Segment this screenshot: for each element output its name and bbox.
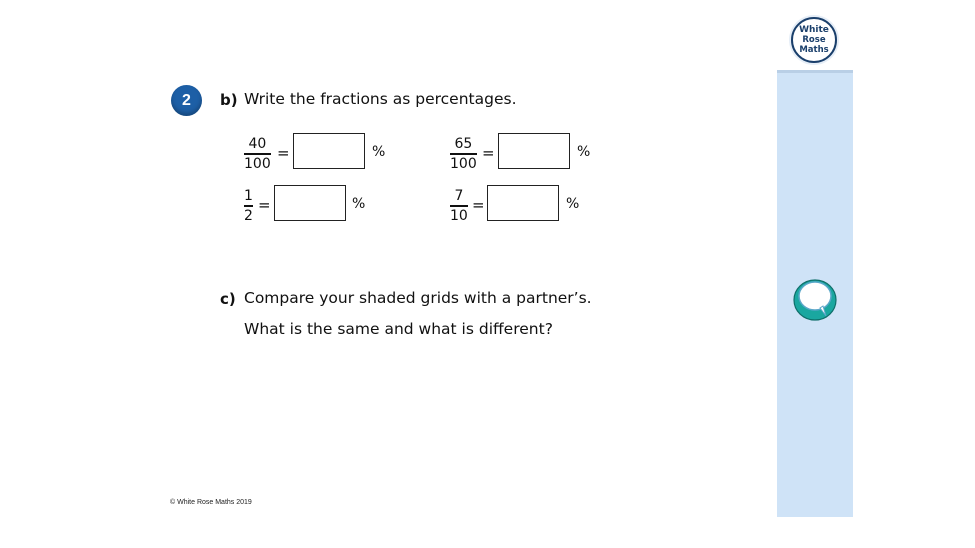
answer-box-2[interactable] [498, 133, 570, 169]
speech-bubble-icon [792, 276, 838, 326]
percent-sign: % [577, 144, 591, 160]
fraction-bar [244, 205, 253, 207]
equals-sign: = [258, 196, 271, 214]
denominator: 10 [450, 207, 468, 224]
equals-sign: = [482, 144, 495, 162]
copyright-footer: © White Rose Maths 2019 [170, 499, 252, 506]
equals-sign: = [277, 144, 290, 162]
numerator: 40 [248, 136, 267, 152]
numerator: 7 [454, 188, 464, 204]
fraction-1-2 [244, 188, 253, 224]
logo-line-1: White [799, 25, 829, 35]
denominator: 100 [244, 155, 271, 172]
fraction-65-100 [450, 136, 477, 172]
question-number-badge: 2 [171, 85, 202, 116]
percent-sign: % [372, 144, 386, 160]
logo-line-3: Maths [799, 45, 829, 55]
denominator: 2 [244, 207, 253, 224]
answer-box-3[interactable] [274, 185, 346, 221]
part-c-line-1: Compare your shaded grids with a partner’s. [244, 289, 592, 307]
part-c-line-2: What is the same and what is different? [244, 320, 553, 338]
fraction-40-100 [244, 136, 271, 172]
fraction-bar [244, 153, 271, 155]
part-c-label: c) [220, 290, 236, 308]
equals-sign: = [472, 196, 485, 214]
fraction-bar [450, 153, 477, 155]
answer-box-1[interactable] [293, 133, 365, 169]
logo-line-2: Rose [802, 35, 826, 45]
part-b-prompt: Write the fractions as percentages. [244, 90, 517, 108]
percent-sign: % [566, 196, 580, 212]
numerator: 65 [454, 136, 473, 152]
fraction-bar [450, 205, 468, 207]
answer-box-4[interactable] [487, 185, 559, 221]
percent-sign: % [352, 196, 366, 212]
denominator: 100 [450, 155, 477, 172]
part-b-label: b) [220, 91, 238, 109]
fraction-7-10 [450, 188, 468, 224]
white-rose-maths-logo [791, 17, 837, 63]
numerator: 1 [244, 188, 253, 204]
